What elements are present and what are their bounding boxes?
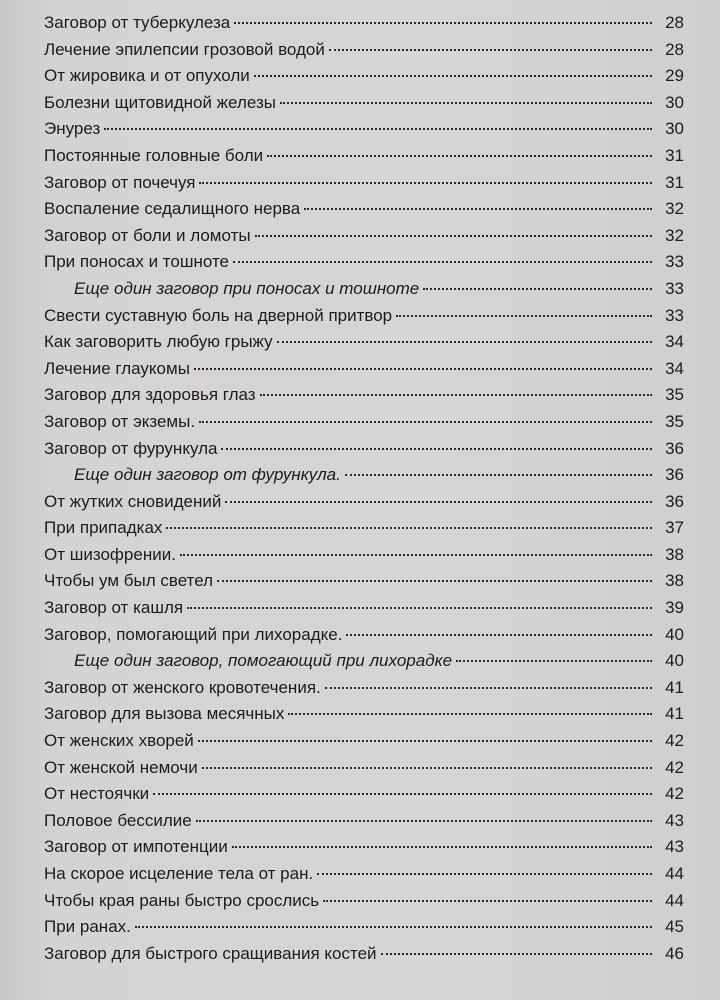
toc-entry-page-number: 44 [665, 890, 684, 910]
toc-entry-page-number: 45 [665, 917, 684, 937]
toc-entry-title: Заговор от импотенции [44, 837, 228, 857]
toc-entry-title: Энурез [44, 119, 101, 139]
dot-leader [255, 235, 652, 237]
toc-entry-title: Половое бессилие [44, 810, 192, 830]
toc-subentry [44, 648, 684, 675]
toc-entry [44, 834, 684, 861]
dot-leader [199, 421, 652, 423]
toc-entry-page-number: 37 [665, 518, 684, 538]
toc-entry-title: Еще один заговор от фурункула. [74, 465, 341, 485]
table-of-contents [44, 10, 684, 967]
toc-entry-page-number: 34 [665, 358, 684, 378]
toc-entry-title: От жировика и от опухоли [44, 66, 250, 86]
toc-entry [44, 622, 684, 649]
dot-leader [288, 713, 652, 715]
toc-entry-page-number: 33 [665, 305, 684, 325]
toc-entry-title: От женских хворей [44, 731, 194, 751]
dot-leader [277, 341, 652, 343]
toc-entry [44, 196, 684, 223]
dot-leader [267, 155, 652, 157]
toc-entry-page-number: 42 [665, 757, 684, 777]
toc-entry-page-number: 38 [665, 571, 684, 591]
toc-entry-title: Лечение глаукомы [44, 358, 190, 378]
dot-leader [280, 102, 652, 104]
toc-entry [44, 515, 684, 542]
toc-entry [44, 409, 684, 436]
toc-entry [44, 10, 684, 37]
toc-entry [44, 861, 684, 888]
toc-entry-title: Заговор для вызова месячных [44, 704, 285, 724]
toc-entry-title: Заговор от женского кровотечения. [44, 677, 321, 697]
toc-entry [44, 303, 684, 330]
toc-entry-page-number: 40 [665, 651, 684, 671]
toc-entry-page-number: 41 [665, 677, 684, 697]
toc-entry [44, 356, 684, 383]
toc-entry-title: При поносах и тошноте [44, 252, 229, 272]
toc-entry-page-number: 32 [665, 199, 684, 219]
toc-entry-title: От шизофрении. [44, 544, 176, 564]
dot-leader [199, 182, 652, 184]
toc-entry-title: Постоянные головные боли [44, 145, 264, 165]
toc-entry-page-number: 36 [665, 465, 684, 485]
dot-leader [323, 900, 652, 902]
dot-leader [260, 394, 652, 396]
dot-leader [153, 793, 652, 795]
toc-entry [44, 143, 684, 170]
toc-entry [44, 170, 684, 197]
toc-entry-page-number: 44 [665, 864, 684, 883]
dot-leader [180, 554, 652, 556]
toc-entry [44, 63, 684, 90]
toc-entry-title: Заговор для здоровья глаз [44, 385, 256, 405]
dot-leader [221, 448, 652, 450]
dot-leader [104, 128, 652, 130]
dot-leader [381, 953, 652, 955]
toc-entry-page-number: 34 [665, 332, 684, 352]
dot-leader [225, 501, 652, 503]
toc-entry [44, 329, 684, 356]
dot-leader [423, 288, 652, 290]
toc-entry-page-number: 31 [665, 172, 684, 192]
dot-leader [135, 926, 652, 928]
dot-leader [346, 634, 652, 636]
toc-entry [44, 37, 684, 64]
toc-entry [44, 249, 684, 276]
dot-leader [304, 208, 652, 210]
toc-entry-title: Заговор от фурункула [44, 438, 218, 458]
toc-entry-page-number: 36 [665, 491, 684, 511]
toc-entry [44, 223, 684, 250]
toc-entry-page-number: 42 [665, 784, 684, 804]
toc-entry-page-number: 33 [665, 252, 684, 272]
dot-leader [456, 660, 652, 662]
toc-entry [44, 888, 684, 915]
toc-entry-title: Лечение эпилепсии грозовой водой [44, 39, 325, 59]
toc-entry-page-number: 33 [665, 278, 684, 298]
toc-entry-page-number: 32 [665, 225, 684, 245]
toc-entry-page-number: 46 [665, 943, 684, 963]
dot-leader [325, 687, 652, 689]
toc-entry-page-number: 30 [665, 92, 684, 112]
toc-subentry [44, 462, 684, 489]
toc-entry [44, 781, 684, 808]
dot-leader [194, 368, 652, 370]
toc-entry-title: Заговор для быстрого сращивания костей [44, 943, 377, 963]
toc-entry [44, 728, 684, 755]
toc-entry-page-number: 29 [665, 66, 684, 86]
dot-leader [196, 820, 652, 822]
toc-entry-page-number: 43 [665, 810, 684, 830]
toc-entry-page-number: 38 [665, 544, 684, 564]
toc-entry-page-number: 28 [665, 39, 684, 59]
toc-entry [44, 568, 684, 595]
toc-entry-page-number: 42 [665, 731, 684, 751]
toc-entry-title: Заговор от боли и ломоты [44, 225, 251, 245]
toc-subentry [44, 276, 684, 303]
toc-entry-title: Заговор, помогающий при лихорадке. [44, 624, 343, 644]
toc-entry-page-number: 35 [665, 411, 684, 431]
dot-leader [233, 261, 652, 263]
dot-leader [329, 49, 652, 51]
toc-entry-title: Как заговорить любую грыжу [44, 332, 273, 352]
toc-entry-title: Заговор от кашля [44, 598, 184, 618]
toc-entry [44, 489, 684, 516]
dot-leader [396, 315, 652, 317]
toc-entry-page-number: 39 [665, 598, 684, 618]
toc-entry-title: При ранах. [44, 917, 131, 937]
toc-entry-page-number: 41 [665, 704, 684, 724]
toc-entry-title: От женской немочи [44, 757, 198, 777]
toc-entry [44, 116, 684, 143]
toc-entry [44, 941, 684, 968]
toc-entry [44, 542, 684, 569]
toc-entry [44, 90, 684, 117]
toc-entry-title: Чтобы края раны быстро срослись [44, 890, 320, 910]
dot-leader [232, 846, 652, 848]
dot-leader [345, 474, 652, 476]
toc-entry-title: На скорое исцеление тела от ран. [44, 864, 314, 883]
dot-leader [254, 75, 652, 77]
toc-entry [44, 675, 684, 702]
toc-entry-title: Еще один заговор при поносах и тошноте [74, 278, 420, 298]
toc-entry [44, 436, 684, 463]
dot-leader [317, 873, 652, 875]
toc-entry-page-number: 28 [665, 13, 684, 32]
toc-entry [44, 808, 684, 835]
toc-entry [44, 701, 684, 728]
toc-entry-title: Свести суставную боль на дверной притвор [44, 305, 393, 325]
toc-entry-title: Воспаление седалищного нерва [44, 199, 301, 219]
toc-entry-title: Заговор от экземы. [44, 411, 196, 431]
toc-entry [44, 382, 684, 409]
toc-entry-title: Болезни щитовидной железы [44, 92, 276, 112]
toc-entry-title: От жутких сновидений [44, 491, 222, 511]
toc-entry [44, 755, 684, 782]
toc-entry-title: Еще один заговор, помогающий при лихорадке [74, 651, 453, 671]
toc-entry-page-number: 35 [665, 385, 684, 405]
toc-entry-page-number: 31 [665, 145, 684, 165]
dot-leader [166, 527, 652, 529]
toc-entry-title: При припадках [44, 518, 163, 538]
toc-entry-page-number: 43 [665, 837, 684, 857]
dot-leader [202, 767, 652, 769]
dot-leader [198, 740, 652, 742]
dot-leader [217, 580, 652, 582]
toc-entry [44, 595, 684, 622]
toc-entry-page-number: 30 [665, 119, 684, 139]
toc-entry-title: От нестоячки [44, 784, 150, 804]
toc-entry-page-number: 36 [665, 438, 684, 458]
toc-entry-title: Заговор от почечуя [44, 172, 196, 192]
dot-leader [234, 22, 652, 24]
toc-entry-title: Заговор от туберкулеза [44, 13, 231, 32]
toc-entry-page-number: 40 [665, 624, 684, 644]
toc-entry [44, 914, 684, 941]
dot-leader [187, 607, 652, 609]
toc-entry-title: Чтобы ум был светел [44, 571, 214, 591]
